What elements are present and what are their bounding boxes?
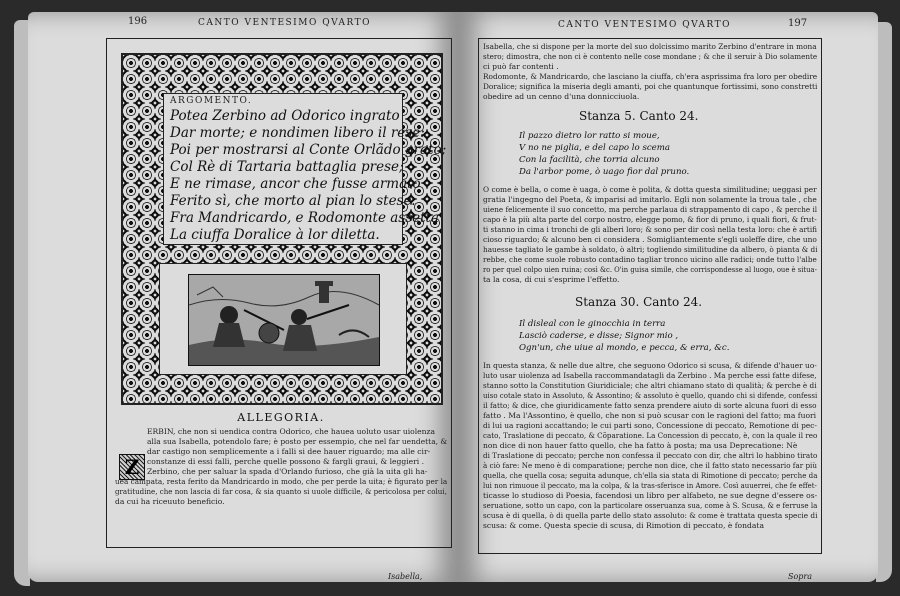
allegory-line: constanze di essi falli, perche quelle possono & fargli graui, & leggieri .	[147, 457, 425, 466]
left-running-head: CANTO VENTESIMO QVARTO	[198, 18, 371, 28]
commentary-line: capo è la più alta parte del corpo nostro, elegge pomo, & fior di pruno, i quali fiori, & frut-	[483, 215, 817, 224]
commentary-line: scusa è di quella, ò di quella parte dello stato assoluto: & come è trattata questa specie di	[483, 511, 818, 520]
intro-line: Rodomonte, & Mandricardo, che lasciano la ciuffa, ch'era asprissima fra loro per obedire	[483, 72, 818, 81]
left-page-number: 196	[128, 16, 148, 27]
stanza-verse: V no ne piglia, e del capo lo scema	[519, 143, 671, 153]
commentary-line: O come è bella, o come è uaga, ò come è polita, & dotta questa similitudine; ueggasi per	[483, 185, 817, 194]
argument-title: ARGOMENTO.	[170, 96, 253, 106]
commentary-line: lui non rimuoue il peccato, ma la colpa, & la tras-sferisce in Amore. Così auuerrei, che fe effet-	[483, 481, 817, 490]
allegory-line: da cui ha riceuuto beneficio.	[115, 497, 225, 506]
woodcut-illustration	[188, 274, 380, 366]
battle-scene-image	[189, 275, 379, 365]
intro-line: stero; dimostra, che non ci è contento nelle cose mondane ; & che il seruir à Dio solamente	[483, 52, 818, 61]
verse-line: Ferito sì, che morto al pian lo stese:	[170, 193, 417, 209]
verse-line: Col Rè di Tartaria battaglia prese;	[170, 159, 404, 175]
intro-line: Doralice; significa la miseria degli amanti, poi che quantunque fortissimi, sono constretti	[483, 82, 818, 91]
right-page-number: 197	[788, 18, 808, 29]
verse-line: La ciuffa Doralice à lor diletta.	[170, 227, 380, 243]
commentary-line: il fatto; & dice, che giuridicamente fatto senza prendere aiuto di sorte alcuna fuori di esso	[483, 401, 817, 410]
right-page-edges	[876, 22, 892, 582]
allegory-line: uea campata, resta ferito da Mandricardo in modo, che per perde la uita; è figurato per la	[115, 477, 448, 486]
commentary-line: ta la cosa, di cui s'esprime l'effetto.	[483, 275, 620, 284]
commentary-line: hauesse tagliato le gambe à soldato, ò altri; togliendo similitudine da albero, ò pianta & di	[483, 245, 818, 254]
commentary-line: quella, che quella cosa; seguita adunque, ch'ella sia stata di Rimotione di peccato; perche da	[483, 471, 818, 480]
commentary-line: fatto . Ma l'Assontino, è quello, che non si può scusar con le ragioni del fatto; ma fuori	[483, 411, 817, 420]
commentary-line: uiene felicemente il suo concetto, ma perche parlaua di strappamento di capo , & perche il	[483, 205, 818, 214]
commentary-line: uiso cotale stato in Assoluto, & Assontino; & assoluto è quello, quando chi si difende, confessi	[483, 391, 818, 400]
allegory-title: ALLEGORIA.	[237, 411, 325, 424]
left-page-frame	[106, 38, 452, 548]
dropcap: Z	[119, 454, 145, 480]
allegory-line: ERBIN, che non si uendica contra Odorico, che hauea uoluto usar uiolenza	[147, 427, 436, 436]
left-catchword: Isabella,	[388, 572, 423, 581]
commentary-line: ro per quel colpo uien ruina; così &c. O'in guisa simile, che corrispondesse al luogo, oue è situa-	[483, 265, 817, 274]
verse-line: Poi per mostrarsi al Conte Orlãdo grato;	[170, 142, 447, 158]
commentary-line: stanno sotto la Constitution Giuridiciale; che altri chiamano stato di qualità; & perche è di	[483, 381, 817, 390]
stanza-heading: Stanza 5. Canto 24.	[579, 109, 699, 123]
allegory-line: Zerbino, che per saluar la spada d'Orlando furioso, che già la uita gli ha-	[147, 467, 428, 476]
commentary-line: In questa stanza, & nelle due altre, che seguono Odorico si scusa, & difende d'hauer uo-	[483, 361, 817, 370]
verse-line: Dar morte; e nondimen libero il rese:	[170, 125, 425, 141]
allegory-line: alla sua Isabella, potendolo fare; è posto per essempio, che nel far uendetta, &	[147, 437, 448, 446]
commentary-line: cioso riguardo; & alcuno ben ci considera . Somigliantemente s'egli uoleffe dire, che uno	[483, 235, 817, 244]
stanza-heading: Stanza 30. Canto 24.	[575, 295, 703, 309]
intro-line: Isabella, che si dispone per la morte del suo dolcissimo marito Zerbino d'entrare in mona	[483, 42, 817, 51]
allegory-line: dar castigo non semplicemente a i falli si dee hauer riguardo; ma alle cir-	[147, 447, 431, 456]
left-page	[28, 12, 458, 582]
ornamental-border	[121, 53, 447, 405]
intro-line: obedire ad un cenno d'una donnicciuola.	[483, 92, 640, 101]
verse-line: Fra Mandricardo, e Rodomonte assetta	[170, 210, 440, 226]
stanza-verse: Ogn'un, che uiue al mondo, e pecca, & erra, &c.	[519, 343, 730, 353]
right-page-frame	[478, 38, 822, 554]
intro-line: ci può far contenti .	[483, 62, 559, 71]
commentary-line: ti stanno in cima i tronchi de gli alberi loro; & sono per dir così nella testa loro: che è artifi	[483, 225, 817, 234]
commentary-line: di Traslatione di peccato; perche non confessa il peccato con dir, che altri lo habbino tirato	[483, 451, 818, 460]
right-page	[458, 12, 878, 582]
stanza-verse: Con la facilità, che torria alcuno	[519, 155, 660, 165]
commentary-line: seruatione, sotto un capo, con la particolare osseruanza sua, come à S. Scusa, & e ferruse la	[483, 501, 818, 510]
commentary-line: à ciò fare: Ne meno è di comparatione; perche non dice, che il fatto stato necessario far più	[483, 461, 817, 470]
stanza-verse: Da l'arbor pome, ò uago fior dal pruno.	[519, 167, 690, 177]
commentary-line: di lui ua ragioni accattando; le cui parti sono, Concessione di peccato, Remotione di pec-	[483, 421, 817, 430]
commentary-line: luto usar uiolenza ad Isabella raccommandatagli da Zerbino . Ma perche essi fatte difese,	[483, 371, 817, 380]
stanza-verse: Il disleal con le ginocchia in terra	[519, 319, 666, 329]
verse-line: E ne rimase, ancor che fusse armato	[170, 176, 421, 192]
verse-line: Potea Zerbino ad Odorico ingrato	[170, 108, 400, 124]
stanza-verse: Lasciò caderse, e disse; Signor mio ,	[519, 331, 679, 341]
stanza-verse: Il pazzo dietro lor ratto si moue,	[519, 131, 660, 141]
commentary-line: gratia l'ingegno del Poeta, & imparisi ad imitarlo. Egli non solamente la troua tale , che	[483, 195, 817, 204]
allegory-line: gratitudine, che non lascia di far cosa, & sia quanto si uuole difficile, & pericolosa per colui,	[115, 487, 447, 496]
right-catchword: Sopra	[788, 572, 813, 581]
commentary-line: rebbe, che come suole robusto contadino tagliar tronco uicino alle radici; onde tutto l'albe	[483, 255, 817, 264]
woodcut-panel	[159, 263, 407, 375]
commentary-line: non dice di non hauer fatto quello, che ha fatto à posta; ma usa Deprecatione: Nè	[483, 441, 798, 450]
commentary-line: scusa: & come. Questa specie di scusa, di Rimotion di peccato, è fondata	[483, 521, 764, 530]
commentary-line: ticasse lo studioso di Poesia, facendosi un libro per alfabeto, ne sue degne d'essere os-	[483, 491, 818, 500]
commentary-line: cato, Traslatione di peccato, & Cõparatione. La Concession di peccato, è, con la quale il reo	[483, 431, 818, 440]
right-running-head: CANTO VENTESIMO QVARTO	[558, 20, 731, 30]
argument-panel	[163, 93, 447, 245]
